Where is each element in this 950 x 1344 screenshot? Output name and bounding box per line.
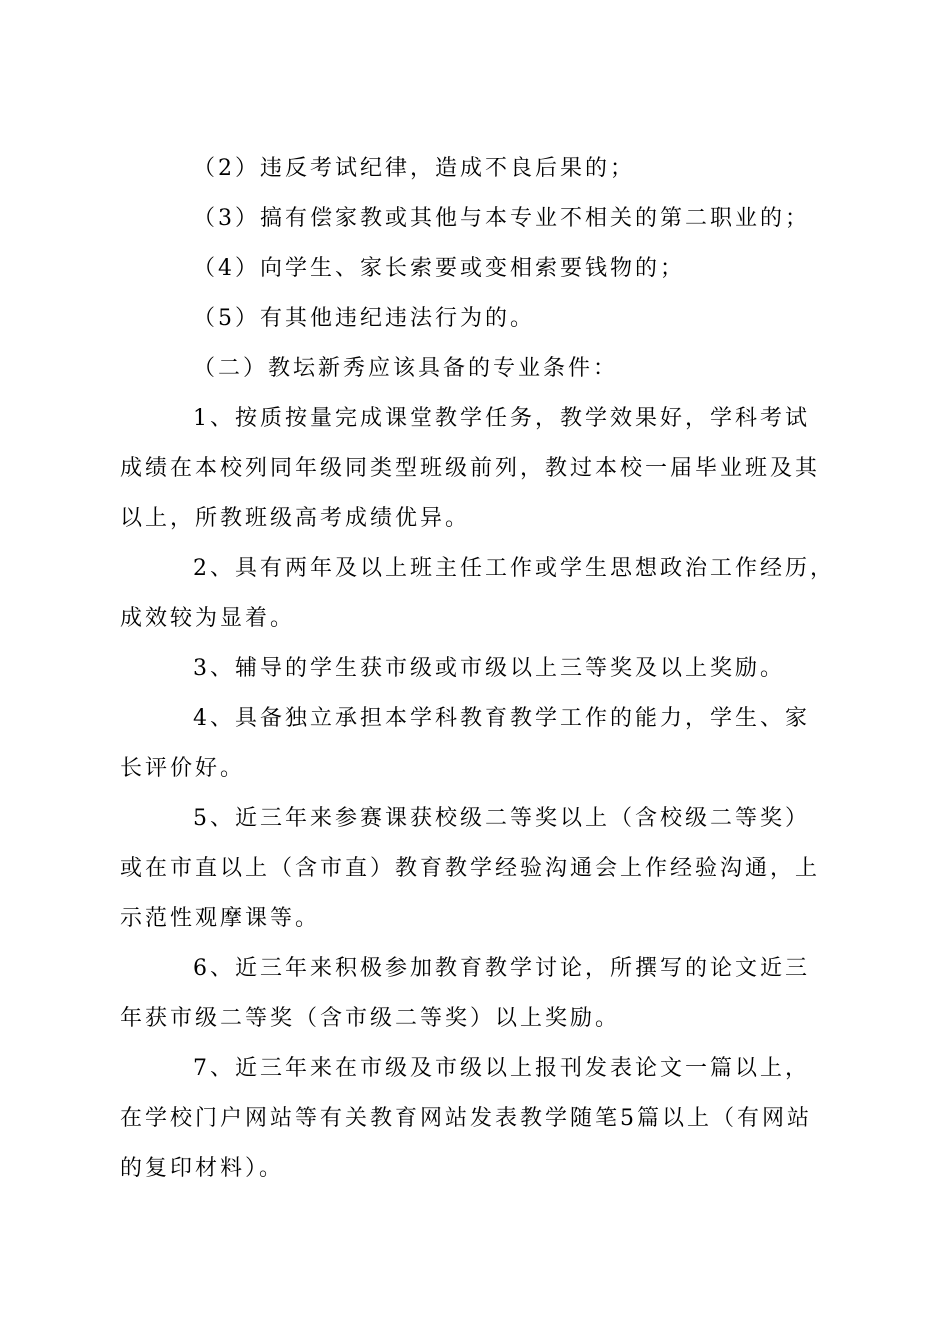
paragraph-7-line-1: 7、近三年来在市级及市级以上报刊发表论文一篇以上， xyxy=(193,1056,810,1081)
list-item-5: （5）有其他违纪违法行为的。 xyxy=(193,306,535,331)
paragraph-3: 3、辅导的学生获市级或市级以上三等奖及以上奖励。 xyxy=(193,656,785,681)
paragraph-6-line-1: 6、近三年来积极参加教育教学讨论，所撰写的论文近三 xyxy=(193,956,810,981)
paragraph-5-line-2: 或在市直以上（含市直）教育教学经验沟通会上作经验沟通，上 xyxy=(120,856,821,881)
paragraph-1-line-2: 成绩在本校列同年级同类型班级前列，教过本校一届毕业班及其 xyxy=(120,456,821,481)
list-item-3: （3）搞有偿家教或其他与本专业不相关的第二职业的； xyxy=(193,206,810,231)
paragraph-6-line-2: 年获市级二等奖（含市级二等奖）以上奖励。 xyxy=(120,1006,621,1031)
paragraph-7-line-2: 在学校门户网站等有关教育网站发表教学随笔5篇以上（有网站 xyxy=(120,1106,812,1131)
list-item-2: （2）违反考试纪律，造成不良后果的； xyxy=(193,156,635,181)
section-heading: （二）教坛新秀应该具备的专业条件： xyxy=(193,356,619,381)
paragraph-4-line-1: 4、具备独立承担本学科教育教学工作的能力，学生、家 xyxy=(193,706,810,731)
paragraph-7-line-3: 的复印材料）。 xyxy=(120,1156,285,1181)
paragraph-2-line-1: 2、具有两年及以上班主任工作或学生思想政治工作经历， xyxy=(193,556,835,581)
paragraph-1-line-3: 以上，所教班级高考成绩优异。 xyxy=(120,506,471,531)
paragraph-1-line-1: 1、按质按量完成课堂教学任务，教学效果好，学科考试 xyxy=(193,406,810,431)
paragraph-2-line-2: 成效较为显着。 xyxy=(120,606,296,631)
list-item-4: （4）向学生、家长索要或变相索要钱物的； xyxy=(193,256,685,281)
paragraph-4-line-2: 长评价好。 xyxy=(120,756,246,781)
paragraph-5-line-3: 示范性观摩课等。 xyxy=(120,906,321,931)
paragraph-5-line-1: 5、近三年来参赛课获校级二等奖以上（含校级二等奖） xyxy=(193,806,810,831)
